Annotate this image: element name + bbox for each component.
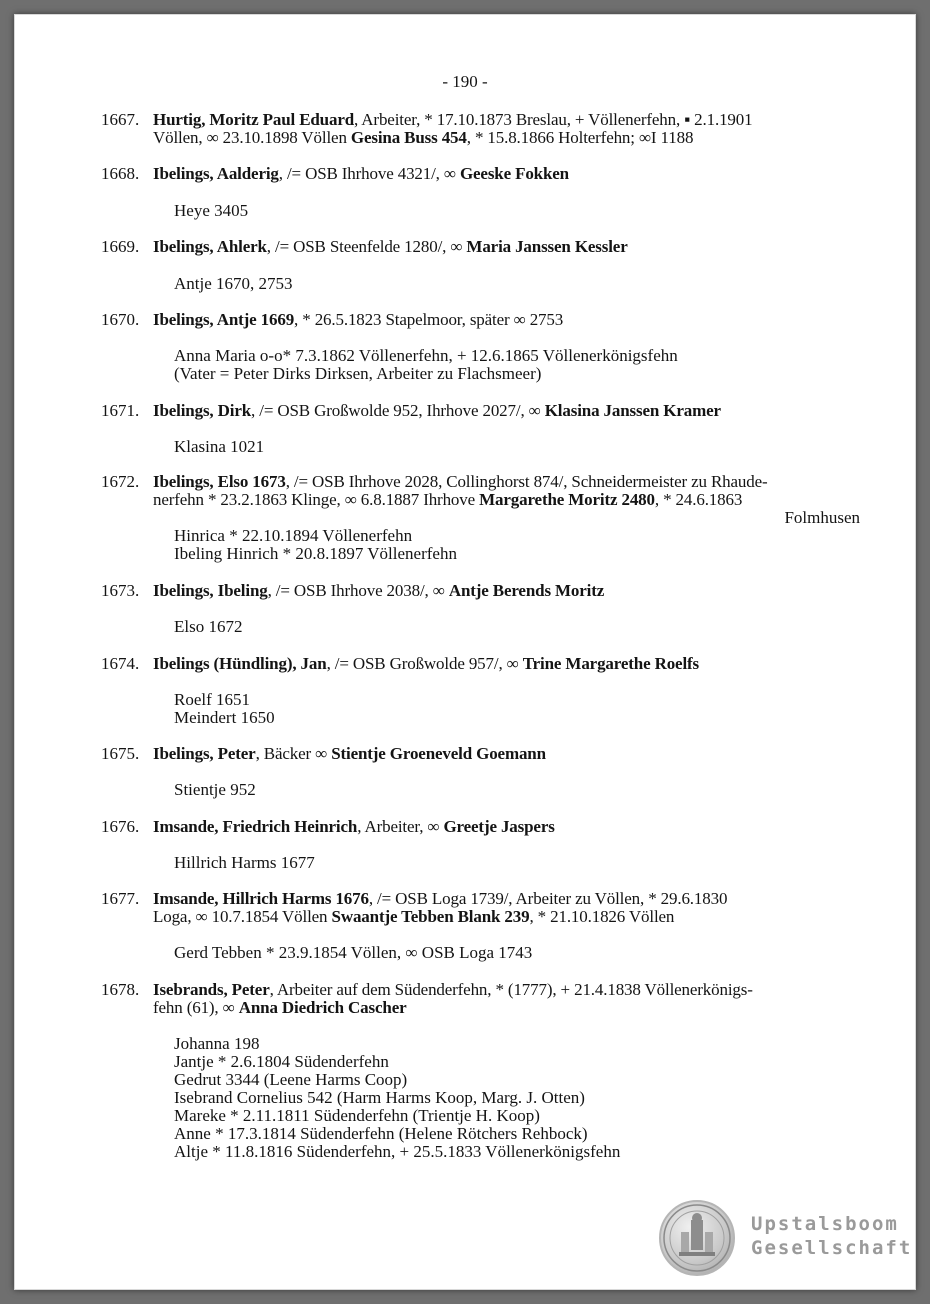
- bold-text: Trine Margarethe Roelfs: [522, 654, 699, 673]
- child-line: Anna Maria o-o* 7.3.1862 Völlenerfehn, + 12.6.1865 Völlenerkönigsfehn: [174, 346, 678, 365]
- child-line: Altje * 11.8.1816 Südenderfehn, + 25.5.1833 Völlenerkönigsfehn: [174, 1142, 621, 1161]
- bold-text: Antje Berends Moritz: [448, 581, 605, 600]
- entry-line: [153, 111, 853, 129]
- entry-number: 1669.: [101, 237, 140, 256]
- entry-line: [153, 981, 853, 999]
- bold-text: Ibelings, Aalderig: [153, 164, 279, 183]
- text-run: , Arbeiter auf dem Südenderfehn, * (1777), + 21.4.1838 Völlenerkönigs-: [269, 980, 753, 999]
- text-run: fehn (61), ∞: [153, 998, 239, 1017]
- entry-number: 1676.: [101, 817, 140, 836]
- child-line: Ibeling Hinrich * 20.8.1897 Völlenerfehn: [174, 544, 457, 563]
- child-line: (Vater = Peter Dirks Dirksen, Arbeiter zu Flachsmeer): [174, 364, 542, 383]
- entry-number: 1668.: [101, 164, 140, 183]
- bold-text: Anna Diedrich Cascher: [238, 998, 407, 1017]
- bold-text: Gesina Buss 454: [350, 128, 467, 147]
- bold-text: Maria Janssen Kessler: [466, 237, 628, 256]
- text-run: , * 24.6.1863: [654, 490, 743, 509]
- text-run: , * 21.10.1826 Völlen: [529, 907, 675, 926]
- logo-text: [751, 1212, 912, 1260]
- text-run: , Bäcker ∞: [255, 744, 332, 763]
- bold-text: Klasina Janssen Kramer: [544, 401, 721, 420]
- logo-line: Upstalsboom: [751, 1213, 899, 1235]
- child-line: Meindert 1650: [174, 708, 275, 727]
- child-line: Roelf 1651: [174, 690, 251, 709]
- right-aligned-place: Folmhusen: [784, 508, 860, 527]
- child-line: Gerd Tebben * 23.9.1854 Völlen, ∞ OSB Loga 1743: [174, 943, 533, 962]
- logo-line: Gesellschaft: [751, 1237, 913, 1259]
- entry-line: [153, 818, 853, 836]
- entry-number: 1673.: [101, 581, 140, 600]
- child-line: Hinrica * 22.10.1894 Völlenerfehn: [174, 526, 413, 545]
- entry-line: [153, 311, 853, 329]
- bold-text: Ibelings, Ibeling: [153, 581, 268, 600]
- bold-text: Ibelings, Elso 1673: [153, 472, 286, 491]
- text-run: , * 15.8.1866 Holterfehn; ∞I 1188: [466, 128, 694, 147]
- entry-number: 1674.: [101, 654, 140, 673]
- entry-line: [153, 473, 853, 491]
- text-run: nerfehn * 23.2.1863 Klinge, ∞ 6.8.1887 Ihrhove: [153, 490, 480, 509]
- bold-text: Ibelings, Antje 1669: [153, 310, 295, 329]
- bold-text: Geeske Fokken: [459, 164, 569, 183]
- bold-text: Imsande, Friedrich Heinrich: [153, 817, 358, 836]
- bold-text: Ibelings, Ahlerk: [153, 237, 267, 256]
- child-line: Stientje 952: [174, 780, 256, 799]
- entry-number: 1677.: [101, 889, 140, 908]
- bold-text: Stientje Groeneveld Goemann: [331, 744, 546, 763]
- bold-text: Hurtig, Moritz Paul Eduard: [153, 110, 355, 129]
- bold-text: Swaantje Tebben Blank 239: [331, 907, 530, 926]
- child-line: Gedrut 3344 (Leene Harms Coop): [174, 1070, 408, 1089]
- entry-line: [153, 491, 853, 509]
- entry-number: 1670.: [101, 310, 140, 329]
- bold-text: Ibelings, Peter: [153, 744, 256, 763]
- text-run: , /= OSB Ihrhove 2038/, ∞: [267, 581, 449, 600]
- entry-line: [153, 890, 853, 908]
- entry-line: [153, 165, 853, 183]
- child-line: Jantje * 2.6.1804 Südenderfehn: [174, 1052, 389, 1071]
- text-run: Loga, ∞ 10.7.1854 Völlen: [153, 907, 332, 926]
- text-run: , /= OSB Ihrhove 4321/, ∞: [278, 164, 460, 183]
- text-run: , /= OSB Ihrhove 2028, Collinghorst 874/, Schneidermeister zu Rhaude-: [285, 472, 768, 491]
- text-run: , /= OSB Steenfelde 1280/, ∞: [266, 237, 467, 256]
- child-line: Mareke * 2.11.1811 Südenderfehn (Trientje H. Koop): [174, 1106, 540, 1125]
- entry-line: [153, 582, 853, 600]
- entry-line: [153, 238, 853, 256]
- bold-text: Isebrands, Peter: [153, 980, 270, 999]
- entry-line: [153, 402, 853, 420]
- child-line: Heye 3405: [174, 201, 249, 220]
- upstalsboom-logo: [659, 1198, 913, 1278]
- entry-line: [153, 129, 853, 147]
- child-line: Elso 1672: [174, 617, 243, 636]
- entry-number: 1667.: [101, 110, 140, 129]
- bold-text: Ibelings, Dirk: [153, 401, 252, 420]
- child-line: Anne * 17.3.1814 Südenderfehn (Helene Rötchers Rehbock): [174, 1124, 588, 1143]
- entry-number: 1671.: [101, 401, 140, 420]
- child-line: Johanna 198: [174, 1034, 260, 1053]
- page-number: - 190 -: [442, 72, 488, 91]
- text-run: , * 26.5.1823 Stapelmoor, später ∞ 2753: [294, 310, 564, 329]
- text-run: , /= OSB Loga 1739/, Arbeiter zu Völlen, * 29.6.1830: [368, 889, 728, 908]
- entry-number: 1672.: [101, 472, 140, 491]
- entry-line: [153, 655, 853, 673]
- seal-icon: [659, 1200, 735, 1276]
- entry-line: [153, 745, 853, 763]
- child-line: Isebrand Cornelius 542 (Harm Harms Koop, Marg. J. Otten): [174, 1088, 585, 1107]
- entry-line: [153, 999, 853, 1017]
- text-run: Völlen, ∞ 23.10.1898 Völlen: [153, 128, 351, 147]
- child-line: Antje 1670, 2753: [174, 274, 293, 293]
- entry-number: 1675.: [101, 744, 140, 763]
- entry-line: [153, 908, 853, 926]
- bold-text: Greetje Jaspers: [443, 817, 555, 836]
- text-run: , /= OSB Großwolde 957/, ∞: [326, 654, 523, 673]
- child-line: Hillrich Harms 1677: [174, 853, 315, 872]
- text-run: , /= OSB Großwolde 952, Ihrhove 2027/, ∞: [251, 401, 545, 420]
- text-run: , Arbeiter, * 17.10.1873 Breslau, + Völlenerfehn, ▪ 2.1.1901: [354, 110, 753, 129]
- bold-text: Ibelings (Hündling), Jan: [153, 654, 327, 673]
- document-page: [14, 14, 916, 1290]
- bold-text: Margarethe Moritz 2480: [479, 490, 655, 509]
- bold-text: Imsande, Hillrich Harms 1676: [153, 889, 369, 908]
- entry-number: 1678.: [101, 980, 140, 999]
- child-line: Klasina 1021: [174, 437, 265, 456]
- text-run: , Arbeiter, ∞: [357, 817, 444, 836]
